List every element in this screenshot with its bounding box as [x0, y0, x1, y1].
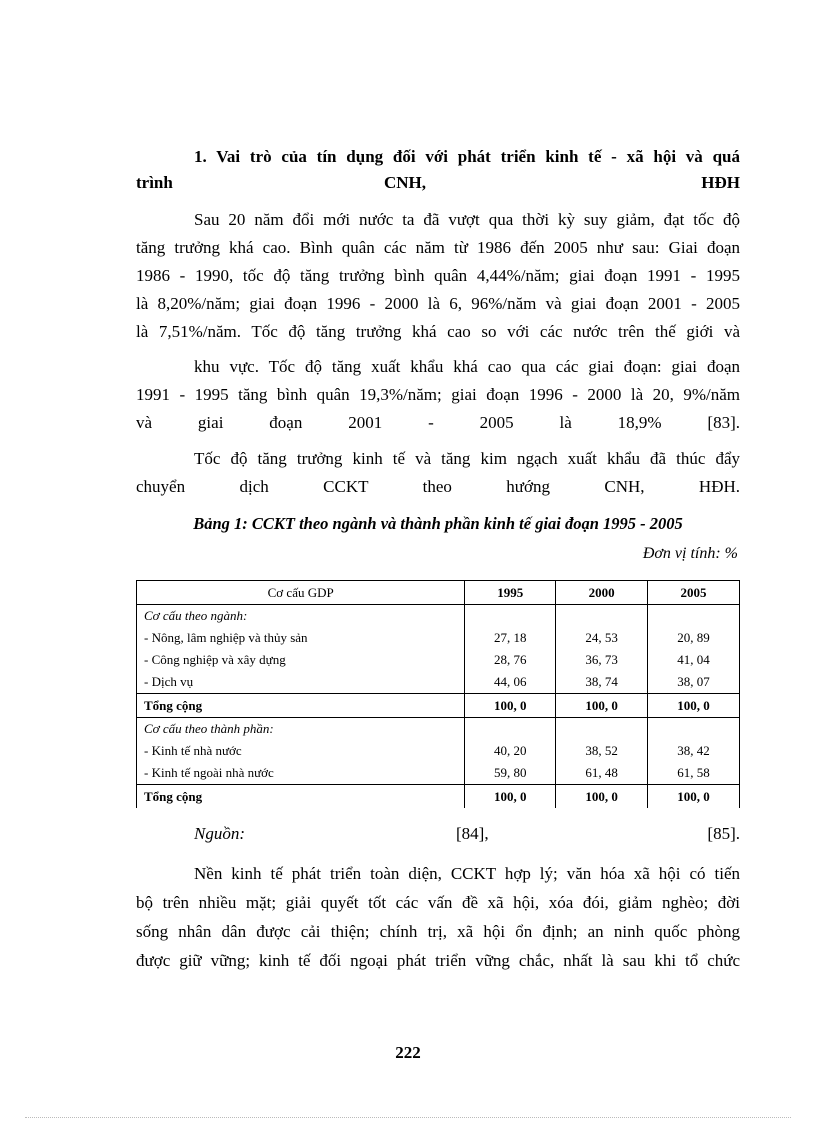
section-title-sector: Cơ cấu theo ngành:	[137, 605, 465, 628]
total-1995: 100, 0	[465, 785, 556, 809]
paragraph-1-line-4: là 8,20%/năm; giai đoạn 1996 - 2000 là 6, 96%/năm và giai đoạn 2001 - 2005	[136, 294, 740, 313]
cell-2000: 36, 73	[556, 649, 648, 671]
page-bottom-rule	[25, 1117, 791, 1118]
paragraph-3-line-2: chuyển dịch CCKT theo hướng CNH, HĐH.	[136, 477, 740, 496]
paragraph-1-line-1: Sau 20 năm đổi mới nước ta đã vượt qua thời kỳ suy giảm, đạt tốc độ	[194, 210, 740, 229]
header-structure: Cơ cấu GDP	[137, 581, 465, 605]
cell-2005: 20, 89	[648, 627, 740, 649]
paragraph-1-line-2: tăng trưởng khá cao. Bình quân các năm từ 1986 đến 2005 như sau: Giai đoạn	[136, 238, 740, 257]
total-row	[137, 785, 740, 809]
paragraph-4-line-2: bộ trên nhiều mặt; giải quyết tốt các vấn đề xã hội, xóa đói, giảm nghèo; đời	[136, 893, 740, 912]
section-heading-line-1: 1. Vai trò của tín dụng đối với phát triển kinh tế - xã hội và quá	[194, 147, 740, 166]
paragraph-2-line-3: và giai đoạn 2001 - 2005 là 18,9% [83].	[136, 413, 740, 432]
cell-1995: 44, 06	[465, 671, 556, 694]
table-header-row	[137, 581, 740, 605]
table-row	[137, 605, 740, 628]
table-row	[137, 740, 740, 762]
cell-2000: 38, 74	[556, 671, 648, 694]
paragraph-4-line-3: sống nhân dân được cải thiện; chính trị, xã hội ổn định; an ninh quốc phòng	[136, 922, 740, 941]
cell-1995: 40, 20	[465, 740, 556, 762]
gdp-structure-table	[136, 580, 740, 808]
row-label: - Kinh tế nhà nước	[137, 740, 465, 762]
source-label: Nguồn:	[194, 824, 245, 843]
paragraph-1-line-5: là 7,51%/năm. Tốc độ tăng trưởng khá cao so với các nước trên thế giới và	[136, 322, 740, 341]
cell-2005: 61, 58	[648, 762, 740, 785]
table-caption: Bảng 1: CCKT theo ngành và thành phần kinh tế giai đoạn 1995 - 2005	[193, 514, 683, 533]
cell-1995: 28, 76	[465, 649, 556, 671]
table-row	[137, 627, 740, 649]
cell-1995: 27, 18	[465, 627, 556, 649]
table-unit: Đơn vị tính: %	[642, 545, 738, 562]
total-label: Tổng cộng	[137, 785, 465, 809]
table-row	[137, 718, 740, 741]
total-1995: 100, 0	[465, 694, 556, 718]
paragraph-2-line-1: khu vực. Tốc độ tăng xuất khẩu khá cao qua các giai đoạn: giai đoạn	[194, 357, 740, 376]
row-label: - Dịch vụ	[137, 671, 465, 694]
cell-2000: 38, 52	[556, 740, 648, 762]
row-label: - Kinh tế ngoài nhà nước	[137, 762, 465, 785]
table-row	[137, 649, 740, 671]
heading-word-hdh: HĐH	[701, 173, 740, 192]
section-title-ownership: Cơ cấu theo thành phần:	[137, 718, 465, 741]
cell-2000: 61, 48	[556, 762, 648, 785]
cell-2000: 24, 53	[556, 627, 648, 649]
paragraph-4-line-1: Nền kinh tế phát triển toàn diện, CCKT hợp lý; văn hóa xã hội có tiến	[194, 864, 740, 883]
row-label: - Công nghiệp và xây dựng	[137, 649, 465, 671]
total-label: Tổng cộng	[137, 694, 465, 718]
total-2000: 100, 0	[556, 785, 648, 809]
page-number: 222	[395, 1043, 421, 1062]
table-row	[137, 762, 740, 785]
cell-2005: 38, 42	[648, 740, 740, 762]
cell-2005: 38, 07	[648, 671, 740, 694]
total-2005: 100, 0	[648, 785, 740, 809]
total-2000: 100, 0	[556, 694, 648, 718]
header-1995: 1995	[465, 581, 556, 605]
paragraph-2-line-2: 1991 - 1995 tăng bình quân 19,3%/năm; giai đoạn 1996 - 2000 là 20, 9%/năm	[136, 385, 740, 404]
source-ref-84: [84],	[456, 824, 489, 843]
cell-2005: 41, 04	[648, 649, 740, 671]
paragraph-3-line-1: Tốc độ tăng trưởng kinh tế và tăng kim ngạch xuất khẩu đã thúc đẩy	[194, 449, 740, 468]
source-ref-85: [85].	[707, 824, 740, 843]
heading-word-trinh: trình	[136, 173, 173, 192]
paragraph-1-line-3: 1986 - 1990, tốc độ tăng trưởng bình quân 4,44%/năm; giai đoạn 1991 - 1995	[136, 266, 740, 285]
total-row	[137, 694, 740, 718]
row-label: - Nông, lâm nghiệp và thủy sản	[137, 627, 465, 649]
header-2000: 2000	[556, 581, 648, 605]
paragraph-4-line-4: được giữ vững; kinh tế đối ngoại phát triển vững chắc, nhất là sau khi tổ chức	[136, 951, 740, 970]
header-2005: 2005	[648, 581, 740, 605]
heading-word-cnh: CNH,	[384, 173, 427, 192]
table-row	[137, 671, 740, 694]
cell-1995: 59, 80	[465, 762, 556, 785]
total-2005: 100, 0	[648, 694, 740, 718]
